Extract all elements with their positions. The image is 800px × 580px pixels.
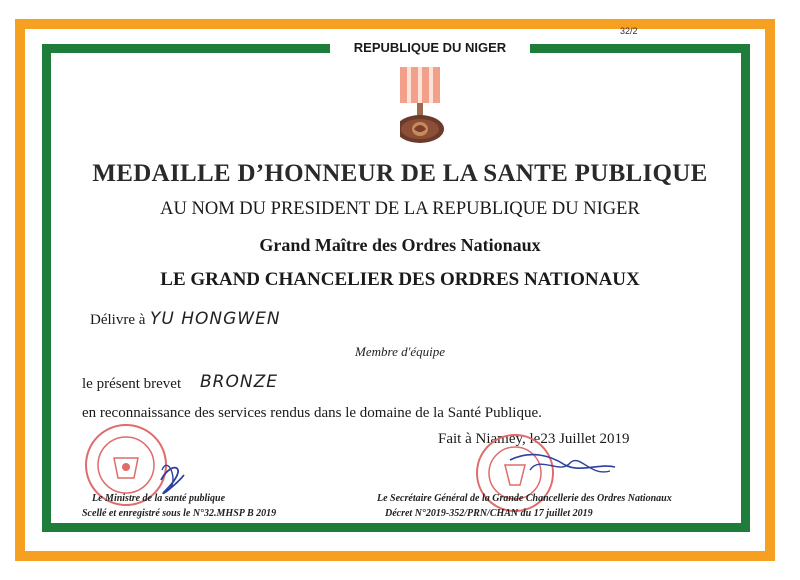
minister-title: Le Ministre de la santé publique [92, 493, 226, 504]
registration-number: Scellé et enregistré sous le N°32.MHSP B 2019 [82, 508, 277, 519]
recipient-name: YU HONGWEN [150, 309, 281, 329]
brevet-grade: BRONZE [200, 372, 278, 392]
country-title: REPUBLIQUE DU NIGER [330, 38, 530, 58]
recipient-role: Membre d'équipe [355, 344, 446, 359]
grand-master-line: Grand Maître des Ordres Nationaux [259, 235, 541, 255]
page-number: 32/2 [620, 26, 638, 36]
place-date: Fait à Niamey, le23 Juillet 2019 [438, 431, 630, 447]
decree-number: Décret N°2019-352/PRN/CHAN du 17 juillet 2019 [385, 508, 593, 519]
grand-chancellor-line: LE GRAND CHANCELIER DES ORDRES NATIONAUX [160, 269, 640, 290]
medal-icon [400, 67, 470, 157]
recognition-text: en reconnaissance des services rendus dans le domaine de la Santé Publique. [82, 405, 542, 421]
delivered-label: Délivre à [90, 312, 146, 328]
brevet-label: le présent brevet [82, 376, 182, 392]
secretary-title: Le Secrétaire Général de la Grande Chancellerie des Ordres Nationaux [377, 493, 672, 504]
president-line: AU NOM DU PRESIDENT DE LA REPUBLIQUE DU NIGER [160, 199, 640, 219]
certificate-title: MEDAILLE D’HONNEUR DE LA SANTE PUBLIQUE [92, 160, 708, 187]
